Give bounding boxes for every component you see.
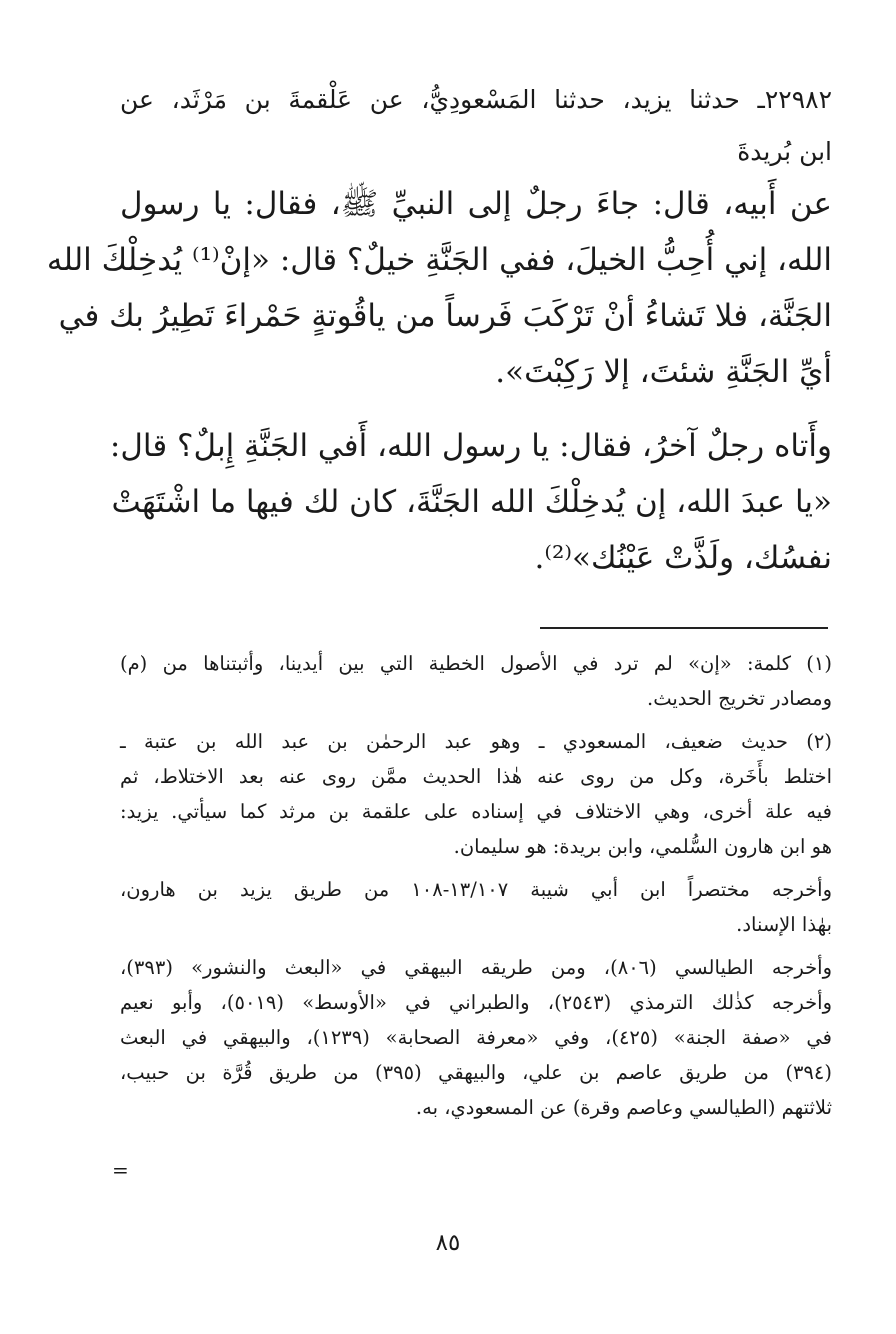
footnote-line: وأخرجه كذٰلك الترمذي (٢٥٤٣)، والطبراني في «الأوسط» (٥٠١٩)، وأبو نعيم (120, 991, 833, 1014)
footnote (120, 872, 832, 942)
text-line: نفسُك، ولَذَّتْ عَيْنُك»⁽²⁾. (534, 540, 832, 576)
text-line: «يا عبدَ الله، إن يُدخِلْكَ الله الجَنَّةَ، كان لك فيها ما اشْتَهَتْ (111, 484, 832, 520)
text-line: عن أَبيه، قال: جاءَ رجلٌ إلى النبيِّ ﷺ، فقال: يا رسول (120, 186, 832, 222)
footnotes (120, 646, 832, 1133)
footnote (120, 646, 832, 716)
continuation-mark: = (112, 1158, 129, 1182)
footnote-line: وأخرجه الطيالسي (٨٠٦)، ومن طريقه البيهقي في «البعث والنشور» (٣٩٣)، (120, 956, 832, 979)
footnote-line: ومصادر تخريج الحديث. (647, 687, 832, 710)
footnote (120, 950, 832, 1125)
text-line: أيِّ الجَنَّةِ شئتَ، إلا رَكِبْتَ». (495, 354, 832, 390)
page-number: ٨٥ (435, 1230, 461, 1256)
footnote-line: بهٰذا الإسناد. (736, 913, 832, 936)
footnote-line: (٣٩٤) من طريق عاصم بن علي، والبيهقي (٣٩٥) من طريق قُرَّة بن حبيب، (120, 1061, 832, 1084)
hadith-paragraph (46, 176, 832, 400)
footnote-line: فيه علة أخرى، وهي الاختلاف في إسناده على علقمة بن مرثد كما سيأتي. يزيد: (120, 800, 832, 823)
footnote-line: هو ابن هارون السُّلمي، وابن بريدة: هو سليمان. (453, 835, 832, 858)
hadith-paragraph (109, 418, 832, 586)
footnote-separator (540, 627, 828, 629)
footnote-line: (٢) حديث ضعيف، المسعودي ـ وهو عبد الرحمٰن بن عبد الله بن عتبة ـ (120, 730, 832, 753)
header-line: ابن بُريدةَ (737, 137, 832, 166)
footnote-line: وأخرجه مختصراً ابن أبي شيبة ١٣/١٠٧-١٠٨ من طريق يزيد بن هارون، (120, 878, 832, 901)
text-line: وأَتاه رجلٌ آخرُ، فقال: يا رسول الله، أَفي الجَنَّةِ إِبلٌ؟ قال: (109, 428, 832, 464)
text-line: الله، إني أُحِبُّ الخيلَ، ففي الجَنَّةِ خيلٌ؟ قال: «إنْ⁽¹⁾ يُدخِلْكَ الله (46, 242, 832, 278)
footnote-line: ثلاثتهم (الطيالسي وعاصم وقرة) عن المسعودي، به. (415, 1096, 832, 1119)
hadith-header (120, 74, 832, 178)
footnote-line: اختلط بأَخَرة، وكل من روى عنه هٰذا الحديث ممَّن روى عنه بعد الاختلاط، ثم (120, 765, 832, 788)
footnote (120, 724, 832, 864)
footnote-line: (١) كلمة: «إن» لم ترد في الأصول الخطية التي بين أيدينا، وأثبتناها من (م) (120, 652, 832, 675)
text-line: الجَنَّة، فلا تَشاءُ أنْ تَرْكَبَ فَرساً من ياقُوتةٍ حَمْراءَ تَطِيرُ بك في (58, 298, 832, 334)
hadith-text (46, 176, 832, 586)
header-line: ٢٢٩٨٢ـ حدثنا يزيد، حدثنا المَسْعودِيُّ، عن عَلْقمةَ بن مَرْثَد، عن (120, 85, 832, 114)
footnote-line: في «صفة الجنة» (٤٢٥)، وفي «معرفة الصحابة» (١٢٣٩)، والبيهقي في البعث (120, 1026, 832, 1049)
